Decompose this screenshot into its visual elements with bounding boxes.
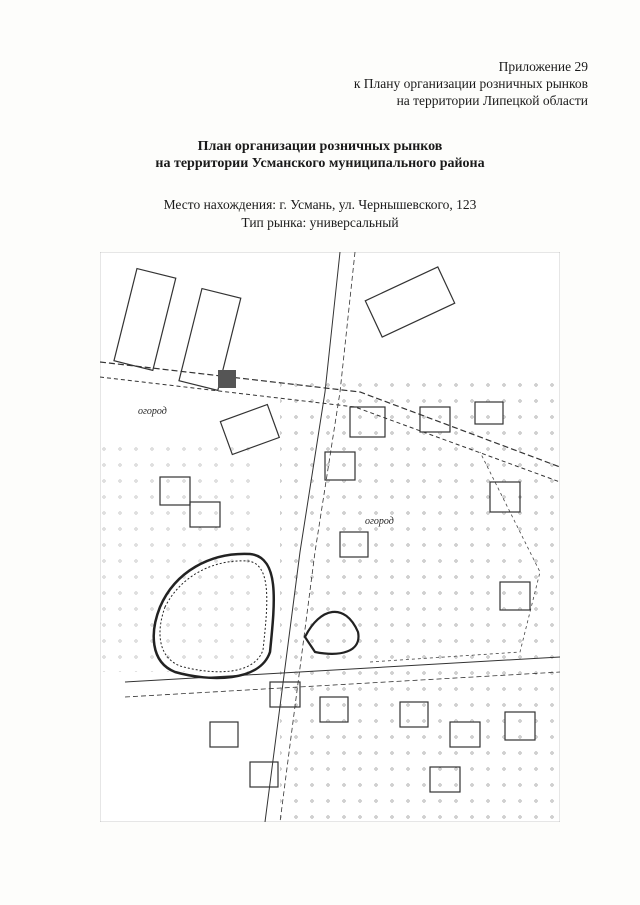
appendix-line: Приложение 29 [498,59,588,74]
document-title [0,138,640,172]
market-meta [0,196,640,232]
title-line: План организации розничных рынков [197,139,443,154]
map-label: огород [138,406,167,417]
appendix-line: на территории Липецкой области [396,93,588,108]
site-map [100,252,560,822]
appendix-block [354,58,588,109]
title-line: на территории Усманского муниципального района [155,156,485,171]
appendix-line: к Плану организации розничных рынков [353,76,588,91]
map-label: огород [365,516,394,527]
market-site-marker [218,370,236,388]
market-type-text: Тип рынка: универсальный [241,215,399,230]
location-text: Место нахождения: г. Усмань, ул. Чернышевского, 123 [163,197,477,212]
